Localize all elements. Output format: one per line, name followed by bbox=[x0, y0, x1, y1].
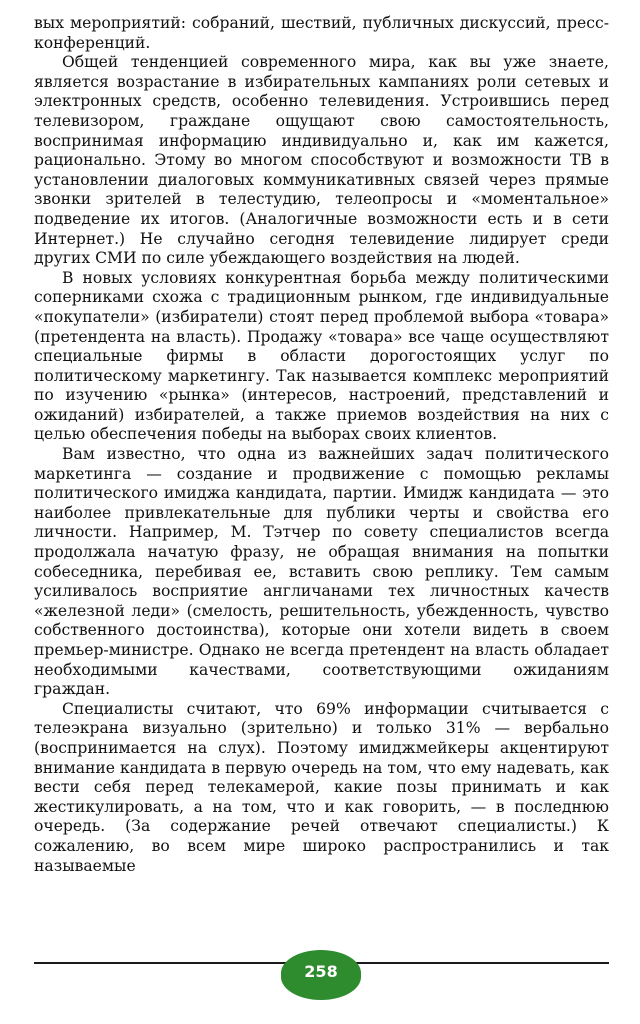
paragraph-2: Общей тенденцией современного мира, как вы уже знаете, является возрастание в избирательных кампаниях роли сетевых и электронных средств, особенно телевидения. Устроившись перед телевизором, граждане ощущают свою самостоятельность, воспринимая информацию индивидуально и, как им кажется, рационально. Этому во многом способствуют и возможности ТВ в установлении диалоговых коммуникативных связей через прямые звонки зрителей в телестудию, телеопросы и «моментальное» подведение их итогов. (Аналогичные возможности есть и в сети Интернет.) Не случайно сегодня телевидение лидирует среди других СМИ по силе убеждающего воздействия на людей. bbox=[34, 53, 609, 268]
paragraph-1: вых мероприятий: собраний, шествий, публичных дискуссий, пресс-конференций. bbox=[34, 14, 609, 52]
paragraph-4: Вам известно, что одна из важнейших задач политического маркетинга — создание и продвижение с помощью рекламы политического имиджа кандидата, партии. Имидж кандидата — это наиболее привлекательные для публики черты и свойства его личности. Например, М. Тэтчер по совету специалистов всегда продолжала начатую фразу, не обращая внимания на попытки собеседника, перебивая ее, вставить свою реплику. Тем самым усиливалось восприятие англичанами тех личностных качеств «железной леди» (смелость, решительность, убежденность, чувство собственного достоинства), которые они хотели видеть в своем премьер-министре. Однако не всегда претендент на власть обладает необходимыми качествами, соответствующими ожиданиям граждан. bbox=[34, 445, 609, 699]
paragraph-5: Специалисты считают, что 69% информации считывается с телеэкрана визуально (зрительно) и только 31% — вербально (воспринимается на слух). Поэтому имиджмейкеры акцентируют внимание кандидата в первую очередь на том, что ему надевать, как вести себя перед телекамерой, какие позы принимать и как жестикулировать, а на том, что и как говорить, — в последнюю очередь. (За содержание речей отвечают специалисты.) К сожалению, во всем мире широко распространились и так называемые bbox=[34, 699, 609, 875]
page-number: 258 bbox=[304, 962, 338, 981]
body-text bbox=[34, 14, 609, 876]
paragraph-3: В новых условиях конкурентная борьба между политическими соперниками схожа с традиционным рынком, где индивидуальные «покупатели» (избиратели) стоят перед проблемой выбора «товара» (претендента на власть). Продажу «товара» все чаще осуществляют специальные фирмы в области дорогостоящих услуг по политическому маркетингу. Так называется комплекс мероприятий по изучению «рынка» (интересов, настроений, представлений и ожиданий) избирателей, а также приемов воздействия на них с целью обеспечения победы на выборах своих клиентов. bbox=[34, 268, 609, 444]
